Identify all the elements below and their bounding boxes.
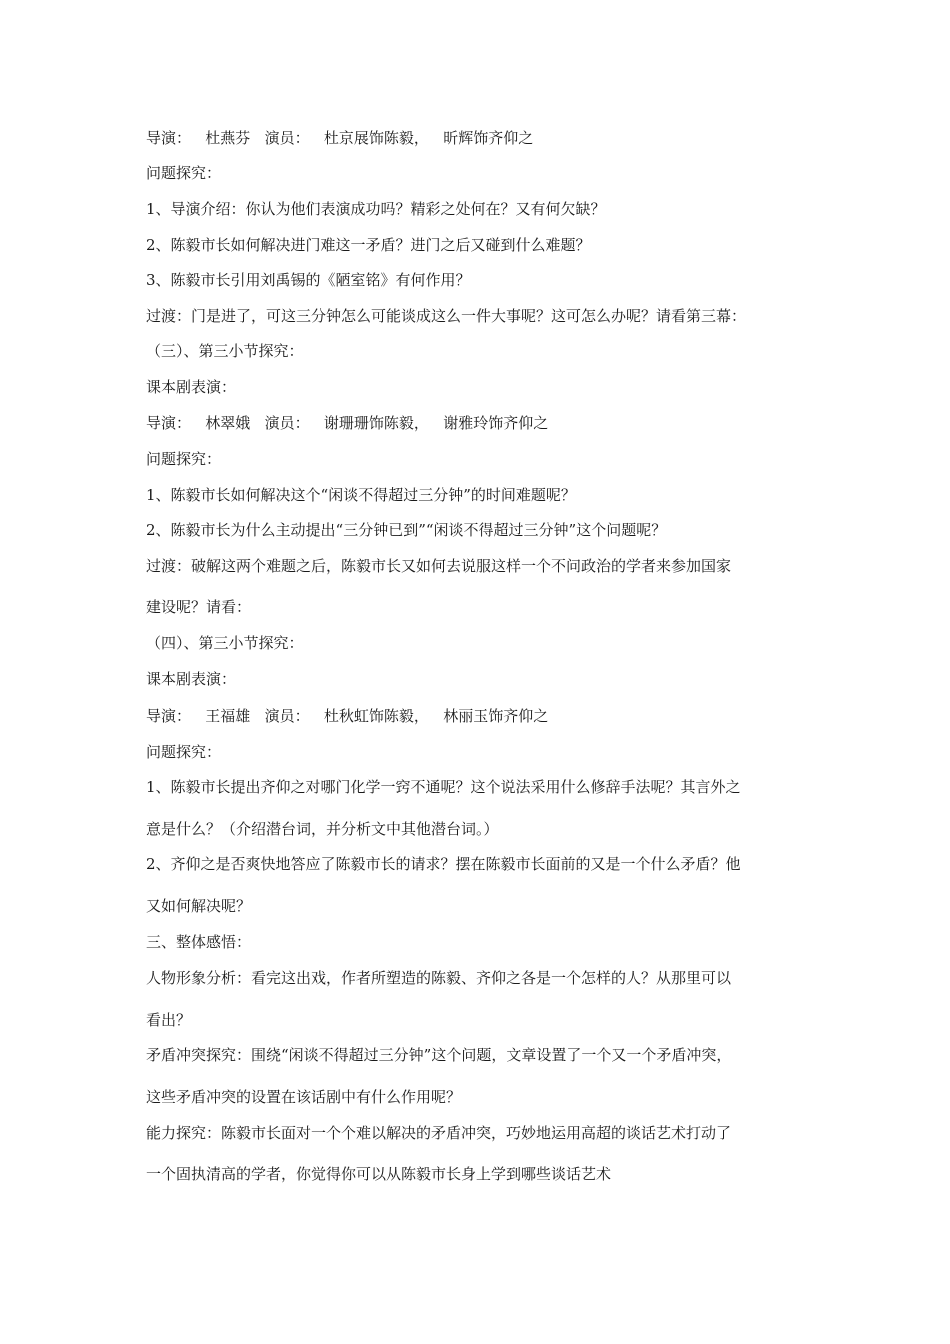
paragraph-line-cont: 一个固执清高的学者，你觉得你可以从陈毅市长身上学到哪些谈话艺术 bbox=[146, 1165, 612, 1183]
section-heading-performance: 课本剧表演： bbox=[146, 378, 237, 396]
paragraph-line: 矛盾冲突探究：围绕“闲谈不得超过三分钟”这个问题，文章设置了一个又一个矛盾冲突， bbox=[146, 1046, 732, 1064]
section-heading-part-3: （三）、第三小节探究： bbox=[146, 342, 304, 360]
cast-line-1: 导演： 杜燕芬 演员： 杜京展饰陈毅， 昕辉饰齐仰之 bbox=[146, 129, 534, 147]
cast-line-3: 导演： 王福雄 演员： 杜秋虹饰陈毅， 林丽玉饰齐仰之 bbox=[146, 707, 549, 725]
paragraph-line: 人物形象分析：看完这出戏，作者所塑造的陈毅、齐仰之各是一个怎样的人？从那里可以 bbox=[146, 969, 732, 987]
question-line: 1、陈毅市长如何解决这个“闲谈不得超过三分钟”的时间难题呢？ bbox=[146, 486, 576, 504]
cast-line-2: 导演： 林翠娥 演员： 谢珊珊饰陈毅， 谢雅玲饰齐仰之 bbox=[146, 414, 549, 432]
section-heading-questions: 问题探究： bbox=[146, 450, 222, 468]
transition-line: 过渡：门是进了，可这三分钟怎么可能谈成这么一件大事呢？这可怎么办呢？请看第三幕： bbox=[146, 307, 747, 325]
question-line-cont: 又如何解决呢？ bbox=[146, 897, 252, 915]
section-heading-overall: 三、整体感悟： bbox=[146, 933, 252, 951]
question-line-cont: 意是什么？（介绍潜台词，并分析文中其他潜台词。） bbox=[146, 820, 499, 838]
section-heading-questions: 问题探究： bbox=[146, 164, 222, 182]
section-heading-questions: 问题探究： bbox=[146, 743, 222, 761]
transition-line-cont: 建设呢？请看： bbox=[146, 598, 252, 616]
question-line: 2、齐仰之是否爽快地答应了陈毅市长的请求？摆在陈毅市长面前的又是一个什么矛盾？他 bbox=[146, 855, 741, 873]
question-line: 3、陈毅市长引用刘禹锡的《陋室铭》有何作用？ bbox=[146, 271, 471, 289]
question-line: 2、陈毅市长如何解决进门难这一矛盾？进门之后又碰到什么难题？ bbox=[146, 236, 591, 254]
section-heading-performance: 课本剧表演： bbox=[146, 670, 237, 688]
paragraph-line-cont: 这些矛盾冲突的设置在该话剧中有什么作用呢？ bbox=[146, 1088, 462, 1106]
transition-line: 过渡：破解这两个难题之后，陈毅市长又如何去说服这样一个不问政治的学者来参加国家 bbox=[146, 557, 732, 575]
question-line: 2、陈毅市长为什么主动提出“三分钟已到”“闲谈不得超过三分钟”这个问题呢？ bbox=[146, 521, 667, 539]
paragraph-line: 能力探究：陈毅市长面对一个个难以解决的矛盾冲突，巧妙地运用高超的谈话艺术打动了 bbox=[146, 1124, 732, 1142]
paragraph-line-cont: 看出？ bbox=[146, 1011, 192, 1029]
question-line: 1、陈毅市长提出齐仰之对哪门化学一窍不通呢？这个说法采用什么修辞手法呢？其言外之 bbox=[146, 778, 741, 796]
section-heading-part-4: （四）、第三小节探究： bbox=[146, 634, 304, 652]
question-line: 1、导演介绍：你认为他们表演成功吗？精彩之处何在？又有何欠缺？ bbox=[146, 200, 606, 218]
